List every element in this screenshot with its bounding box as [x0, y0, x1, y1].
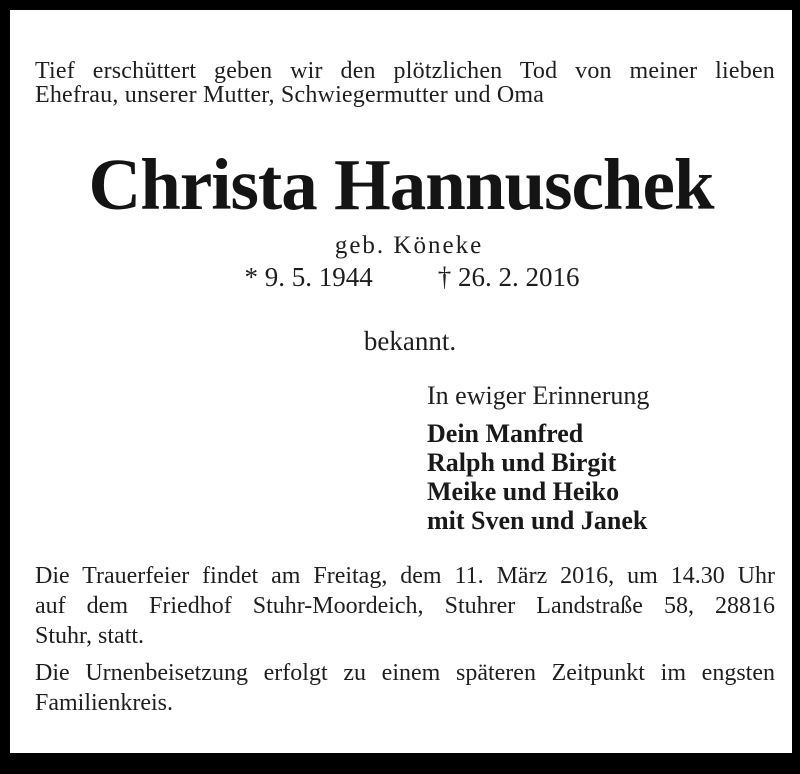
mourner-line: mit Sven und Janek [427, 506, 648, 535]
mourner-line: Dein Manfred [427, 419, 584, 448]
intro-line: Tief erschüttert geben wir den plötzlichen Tod von meiner lieben [35, 58, 775, 84]
death-date: † 26. 2. 2016 [437, 262, 580, 292]
burial-line: Die Urnenbeisetzung erfolgt zu einem späteren Zeitpunkt im engsten [35, 660, 775, 686]
intro-paragraph [35, 59, 775, 107]
deceased-name: Christa Hannuschek [88, 144, 714, 225]
maiden-name: geb. Köneke [334, 232, 484, 259]
closing-word: bekannt. [363, 326, 457, 356]
mourner-line: Meike und Heiko [427, 477, 620, 506]
funeral-info-paragraph [35, 561, 775, 651]
mourner-line: Ralph und Birgit [427, 448, 617, 477]
obituary-paper [10, 10, 792, 753]
birth-date: * 9. 5. 1944 [244, 262, 373, 292]
mourners-list [427, 419, 647, 535]
life-dates [21, 262, 800, 292]
intro-line: Ehefrau, unserer Mutter, Schwiegermutter und Oma [35, 82, 545, 108]
funeral-line: Die Trauerfeier findet am Freitag, dem 11. März 2016, um 14.30 Uhr [35, 563, 775, 589]
burial-info-paragraph [35, 658, 775, 718]
memory-line: In ewiger Erinnerung [427, 381, 650, 410]
funeral-line: auf dem Friedhof Stuhr-Moordeich, Stuhrer Landstraße 58, 28816 [35, 593, 775, 619]
funeral-line: Stuhr, statt. [35, 623, 145, 649]
burial-line: Familienkreis. [35, 690, 173, 716]
